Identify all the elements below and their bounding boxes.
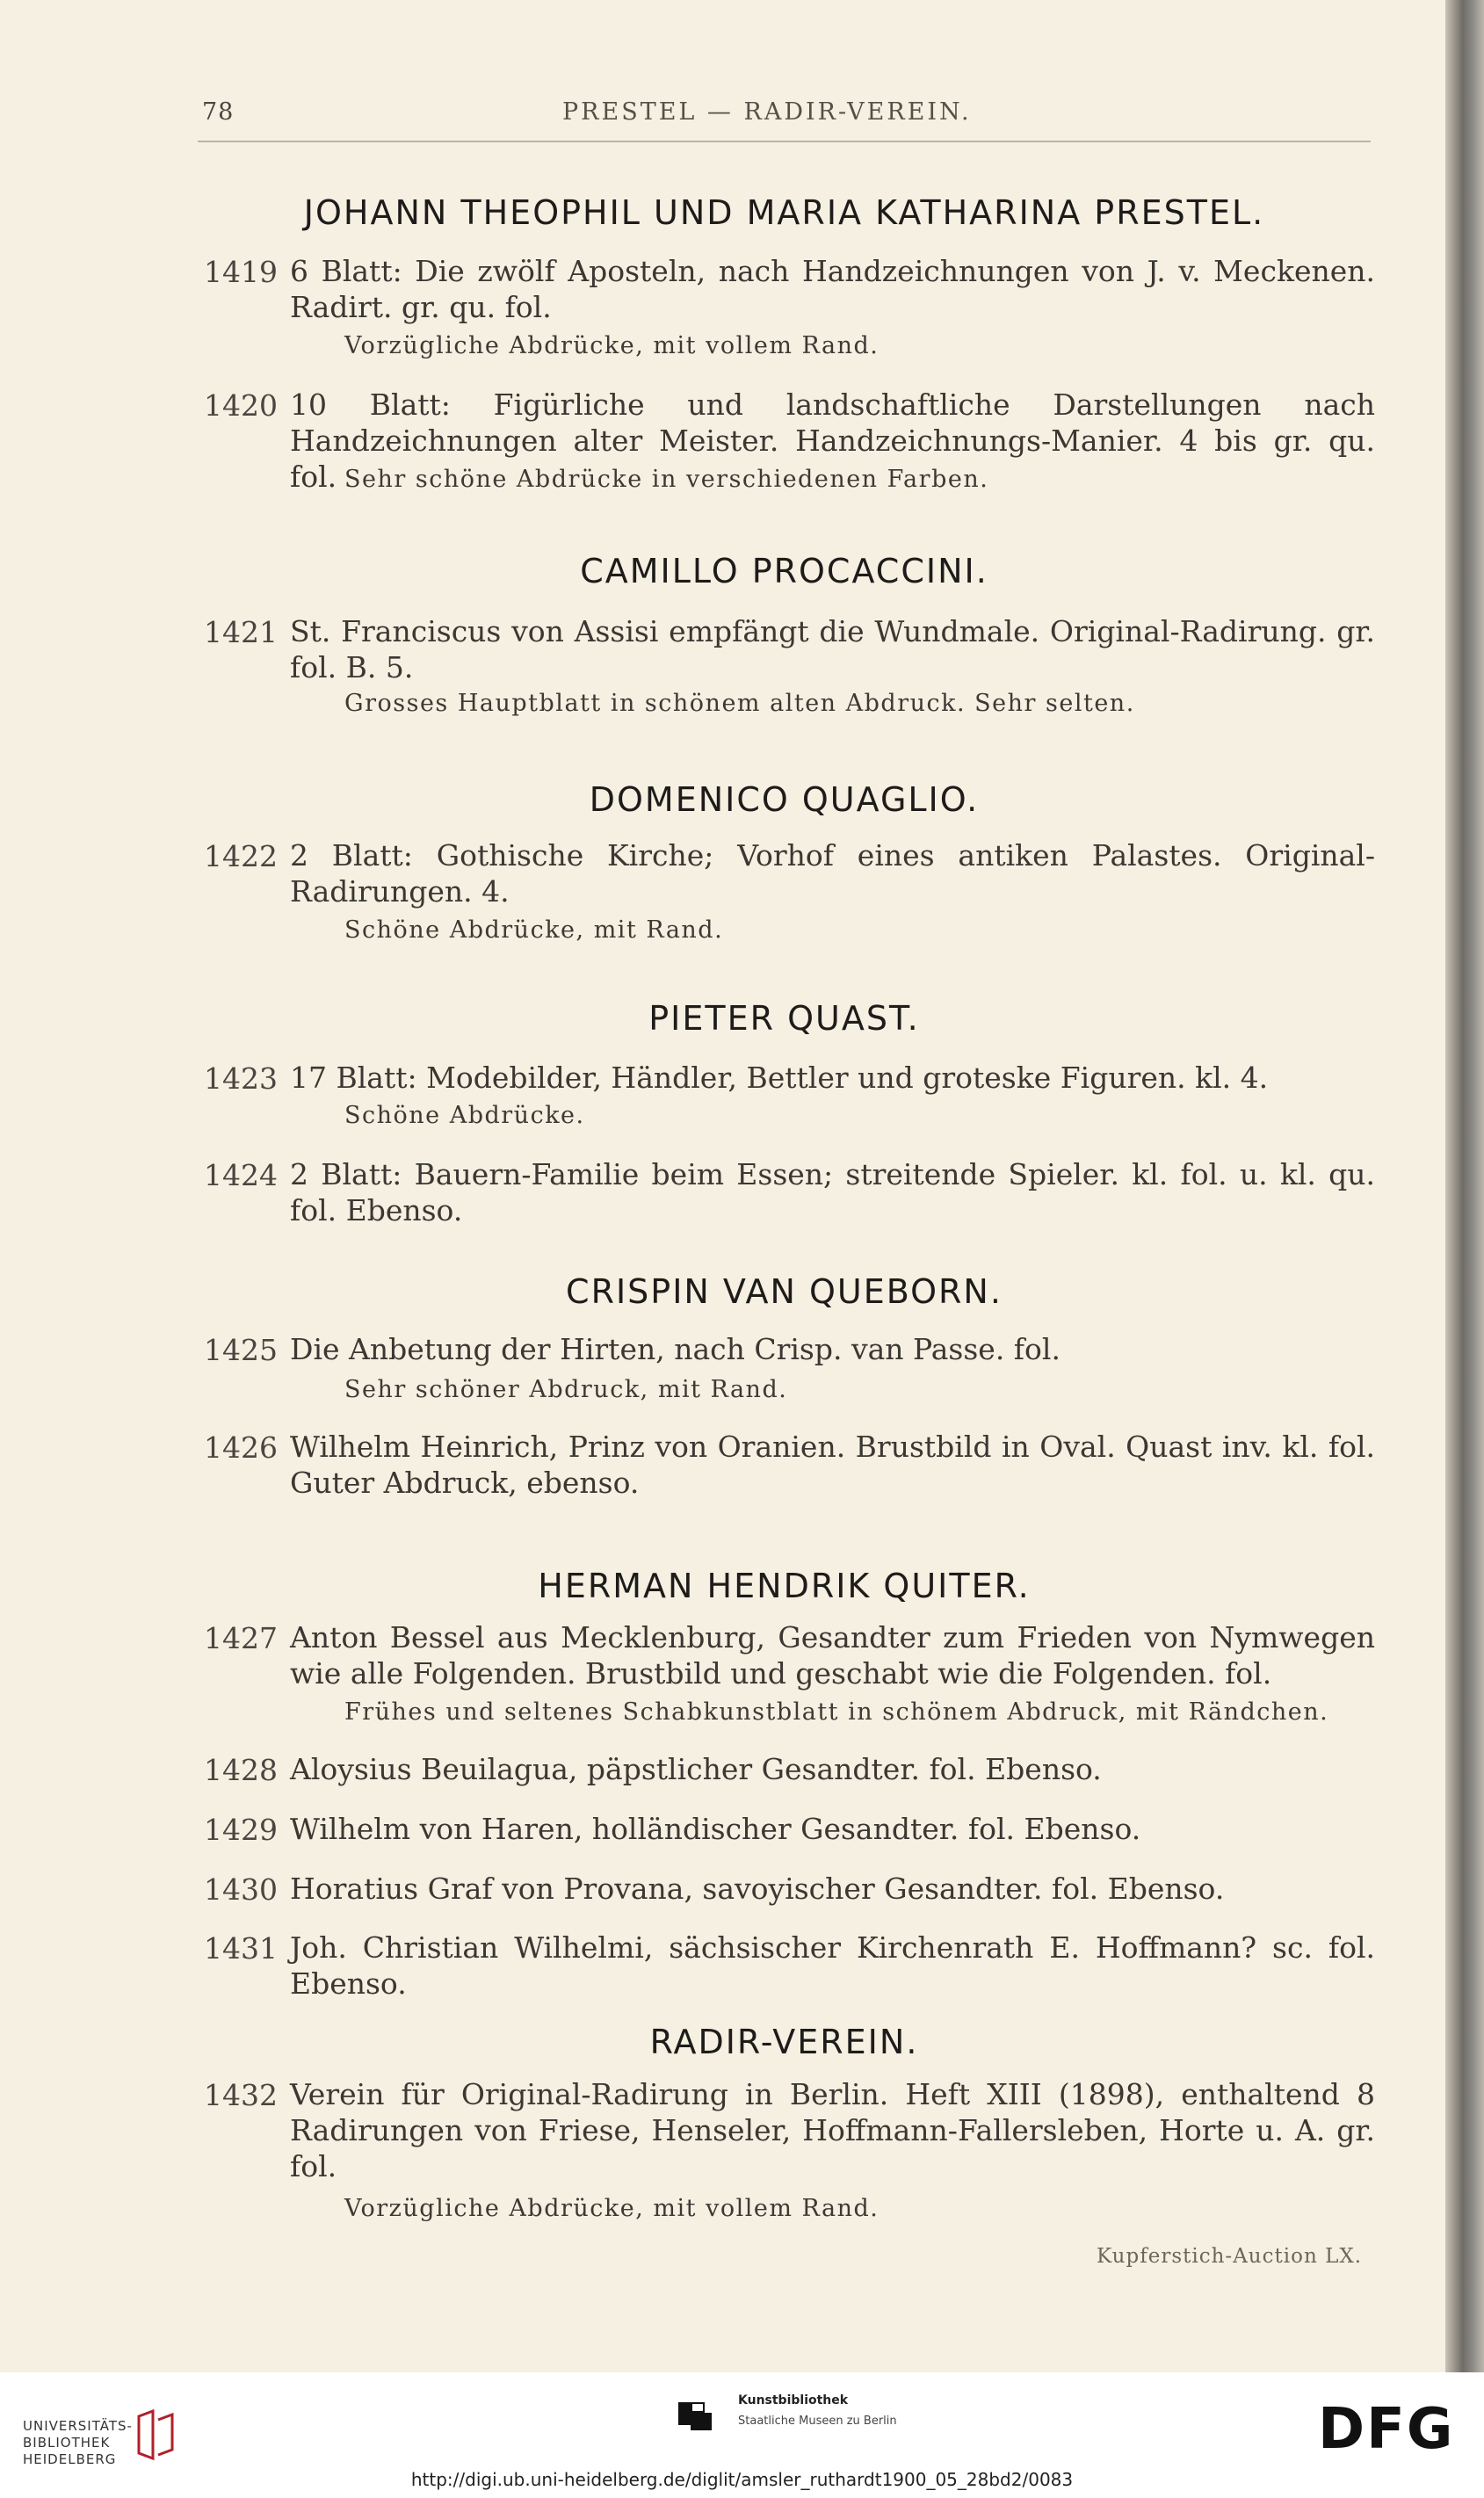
section-heading: DOMENICO QUAGLIO. bbox=[589, 780, 980, 819]
entry-text: Aloysius Beuilagua, päpstlicher Gesandter. fol. Ebenso. bbox=[290, 1752, 1102, 1786]
ub-heidelberg-emblem-icon bbox=[134, 2407, 177, 2462]
page-number: 78 bbox=[202, 98, 235, 126]
section-heading: RADIR-VEREIN. bbox=[649, 2023, 919, 2061]
entry-number: 1425 bbox=[204, 1333, 278, 1367]
entry-number: 1423 bbox=[204, 1061, 278, 1096]
entry-note: Schöne Abdrücke, mit Rand. bbox=[344, 916, 724, 944]
entry-text: 6 Blatt: Die zwölf Aposteln, nach Handzeichnungen von J. v. Meckenen. Radirt. gr. qu. fol. bbox=[290, 254, 1375, 324]
section-heading: CAMILLO PROCACCINI. bbox=[580, 552, 988, 590]
entry-number: 1424 bbox=[204, 1158, 278, 1192]
dfg-logo: DFG bbox=[1318, 2397, 1455, 2462]
entry-number: 1431 bbox=[204, 1931, 278, 1966]
entry-text: 17 Blatt: Modebilder, Händler, Bettler und groteske Figuren. kl. 4. bbox=[290, 1061, 1269, 1095]
source-url[interactable]: http://digi.ub.uni-heidelberg.de/diglit/amsler_ruthardt1900_05_28bd2/0083 bbox=[410, 2469, 1074, 2490]
entry-text: 10 Blatt: Figürliche und landschaftliche Darstellungen nach Handzeichnungen alter Meister. Handzeichnungs-Manier. 4 bis gr. qu. fol. bbox=[290, 387, 1375, 494]
entry-text: Die Anbetung der Hirten, nach Crisp. van Passe. fol. bbox=[290, 1332, 1061, 1366]
section-heading: HERMAN HENDRIK QUITER. bbox=[538, 1567, 1031, 1605]
kunstbibliothek-logo-icon bbox=[678, 2397, 712, 2430]
entry-number: 1421 bbox=[204, 615, 278, 649]
entry-text: Anton Bessel aus Mecklenburg, Gesandter zum Frieden von Nymwegen wie alle Folgenden. Brustbild und geschabt wie die Folgenden. fol. bbox=[290, 1620, 1375, 1691]
entry-number: 1432 bbox=[204, 2078, 278, 2112]
entry-number: 1420 bbox=[204, 388, 278, 423]
entry-text: Wilhelm Heinrich, Prinz von Oranien. Brustbild in Oval. Quast inv. kl. fol. Guter Abdruck, ebenso. bbox=[290, 1430, 1375, 1500]
section-heading: PIETER QUAST. bbox=[648, 999, 920, 1038]
entry-text: Joh. Christian Wilhelmi, sächsischer Kirchenrath E. Hoffmann? sc. fol. Ebenso. bbox=[290, 1930, 1375, 2001]
entry-number: 1430 bbox=[204, 1872, 278, 1907]
catalog-footnote: Kupferstich-Auction LX. bbox=[1097, 2245, 1363, 2268]
entry-number: 1422 bbox=[204, 839, 278, 873]
section-heading: JOHANN THEOPHIL UND MARIA KATHARINA PRESTEL. bbox=[303, 193, 1265, 232]
library-name-line: HEIDELBERG bbox=[23, 2451, 117, 2467]
kunstbibliothek-subtitle: Staatliche Museen zu Berlin bbox=[738, 2415, 897, 2428]
section-heading: CRISPIN VAN QUEBORN. bbox=[566, 1272, 1003, 1311]
entry-number: 1427 bbox=[204, 1621, 278, 1655]
entry-text: 2 Blatt: Bauern-Familie beim Essen; streitende Spieler. kl. fol. u. kl. qu. fol. Ebenso. bbox=[290, 1157, 1375, 1227]
entry-number: 1429 bbox=[204, 1813, 278, 1847]
library-name-line: UNIVERSITÄTS- bbox=[23, 2418, 133, 2434]
ub-heidelberg-logo-text bbox=[23, 2418, 133, 2468]
entry-note: Schöne Abdrücke. bbox=[344, 1102, 585, 1129]
entry-text: St. Franciscus von Assisi empfängt die Wundmale. Original-Radirung. gr. fol. B. 5. bbox=[290, 614, 1375, 684]
entry-number: 1426 bbox=[204, 1430, 278, 1465]
entry-note: Vorzügliche Abdrücke, mit vollem Rand. bbox=[344, 2195, 880, 2222]
entry-number: 1428 bbox=[204, 1753, 278, 1787]
library-name-line: BIBLIOTHEK bbox=[23, 2435, 111, 2451]
header-rule bbox=[198, 141, 1371, 142]
running-head: PRESTEL — RADIR-VEREIN. bbox=[562, 98, 972, 126]
book-spine-shadow bbox=[1445, 0, 1484, 2372]
entry-note: Frühes und seltenes Schabkunstblatt in schönem Abdruck, mit Rändchen. bbox=[344, 1698, 1329, 1726]
entry-text: Verein für Original-Radirung in Berlin. Heft XIII (1898), enthaltend 8 Radirungen von Friese, Henseler, Hoffmann-Fallersleben, Horte u. A. gr. fol. bbox=[290, 2077, 1375, 2183]
entry-text: 2 Blatt: Gothische Kirche; Vorhof eines antiken Palastes. Original-Radirungen. 4. bbox=[290, 838, 1375, 909]
entry-number: 1419 bbox=[204, 255, 278, 289]
entry-note: Grosses Hauptblatt in schönem alten Abdruck. Sehr selten. bbox=[344, 690, 1135, 717]
entry-note: Sehr schöne Abdrücke in verschiedenen Farben. bbox=[344, 466, 989, 493]
entry-text: Horatius Graf von Provana, savoyischer Gesandter. fol. Ebenso. bbox=[290, 1872, 1225, 1906]
entry-note: Vorzügliche Abdrücke, mit vollem Rand. bbox=[344, 332, 880, 359]
entry-note: Sehr schöner Abdruck, mit Rand. bbox=[344, 1376, 788, 1403]
entry-text: Wilhelm von Haren, holländischer Gesandter. fol. Ebenso. bbox=[290, 1812, 1141, 1846]
kunstbibliothek-title: Kunstbibliothek bbox=[738, 2393, 849, 2407]
